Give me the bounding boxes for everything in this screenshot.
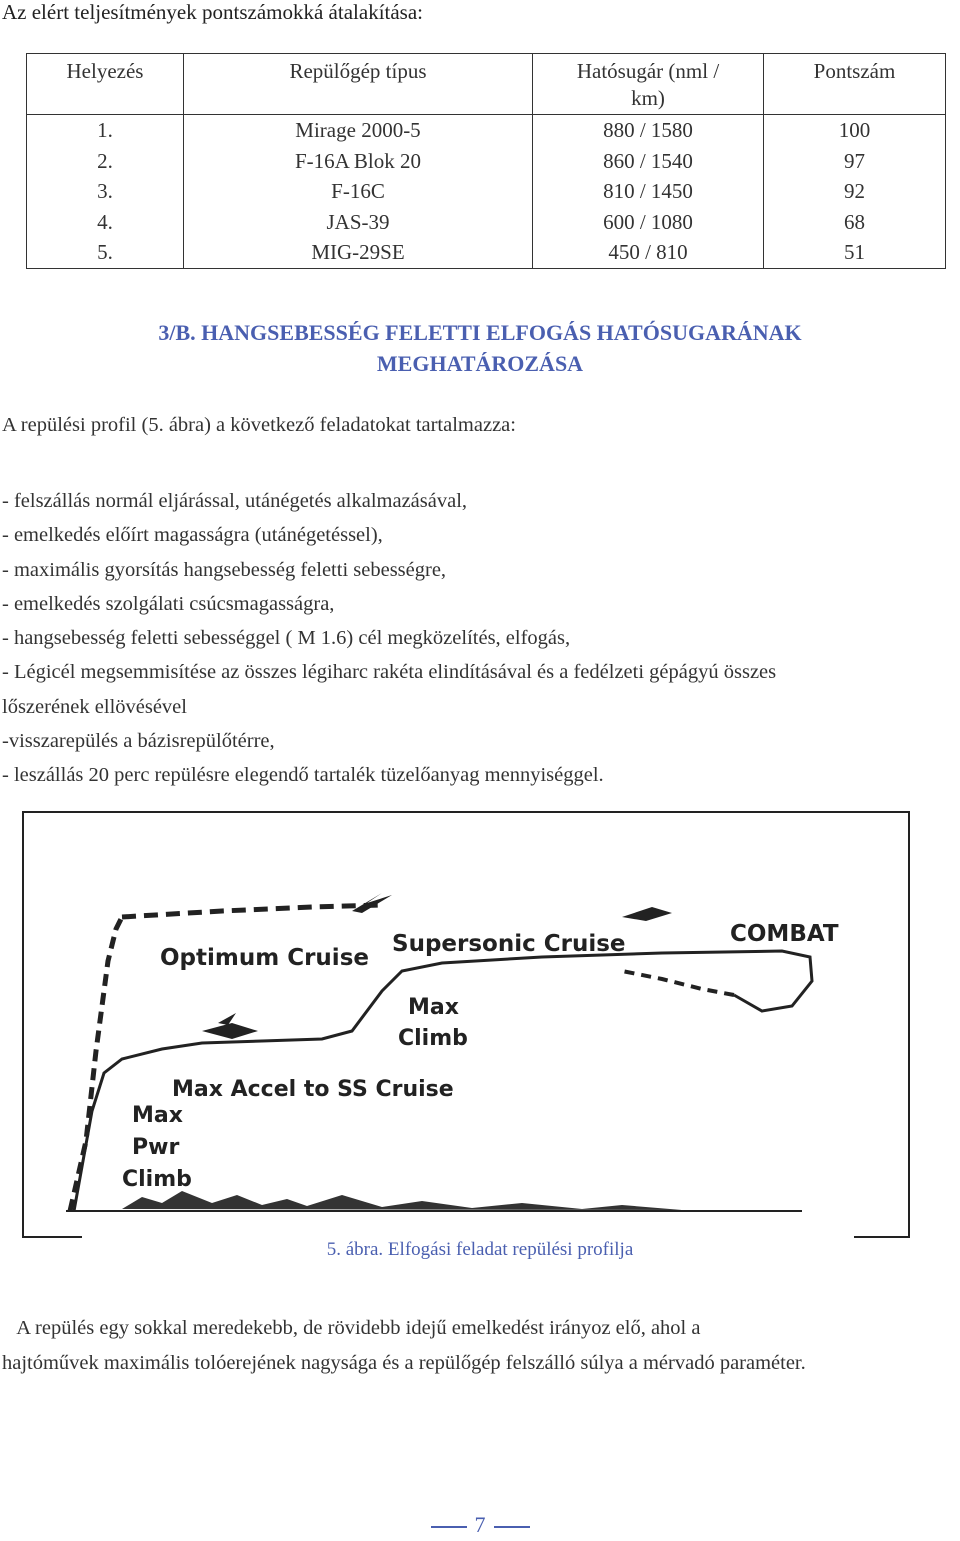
list-item: - leszállás 20 perc repülésre elegendő tartalék tüzelőanyag mennyiséggel.: [2, 764, 604, 787]
label-max-pwr-3: Climb: [122, 1167, 192, 1192]
page-number: [0, 1512, 960, 1538]
body-line: A repülés egy sokkal meredekebb, de rövidebb idejű emelkedést irányoz elő, ahol a: [2, 1317, 701, 1339]
label-max-climb-1: Max: [408, 995, 459, 1020]
cell-rank: 4.: [27, 207, 184, 238]
table-row: [27, 207, 946, 238]
list-item: - Légicél megsemmisítése az összes légiharc rakéta elindításával és a fedélzeti gépágyú összes: [2, 661, 777, 684]
label-combat: COMBAT: [730, 921, 839, 947]
profile-intro: A repülési profil (5. ábra) a következő feladatokat tartalmazza:: [2, 414, 516, 436]
jet-icon: [202, 1013, 258, 1039]
terrain-silhouette: [122, 1191, 682, 1210]
cell-aircraft: F-16A Blok 20: [184, 146, 533, 177]
label-max-pwr-1: Max: [132, 1103, 183, 1128]
cell-radius: 810 / 1450: [533, 176, 764, 207]
section-title-line1: 3/B. HANGSEBESSÉG FELETTI ELFOGÁS HATÓSUGARÁNAK: [158, 320, 802, 345]
page-number-dash: [431, 1526, 467, 1528]
col-header-rank: Helyezés: [27, 54, 184, 115]
col-header-aircraft: Repülőgép típus: [184, 54, 533, 115]
col-header-radius: [533, 54, 764, 115]
body-line: hajtóművek maximális tolóerejének nagysága és a repülőgép felszálló súlya a mérvadó paraméter.: [2, 1351, 806, 1374]
table-row: [27, 237, 946, 268]
label-optimum-cruise: Optimum Cruise: [160, 945, 369, 971]
page-number-value: 7: [474, 1512, 486, 1537]
jet-icon: [352, 893, 392, 913]
cell-aircraft: MIG-29SE: [184, 237, 533, 268]
frame-gap: [82, 1229, 854, 1238]
cell-score: 68: [764, 207, 946, 238]
section-title-line2: MEGHATÁROZÁSA: [376, 351, 584, 376]
cell-score: 92: [764, 176, 946, 207]
list-item: - emelkedés szolgálati csúcsmagasságra,: [2, 592, 335, 615]
cell-score: 100: [764, 115, 946, 146]
cell-aircraft: F-16C: [184, 176, 533, 207]
col-header-radius-line2: km): [631, 86, 665, 110]
col-header-radius-line1: Hatósugár (nml /: [576, 59, 720, 83]
task-list: [2, 484, 776, 793]
cell-score: 51: [764, 237, 946, 268]
table-row: [27, 146, 946, 177]
cell-radius: 880 / 1580: [533, 115, 764, 146]
cell-rank: 1.: [27, 115, 184, 146]
list-item: - felszállás normál eljárással, utánégetés alkalmazásával,: [2, 490, 468, 512]
table-row: [27, 115, 946, 146]
label-supersonic-cruise: Supersonic Cruise: [392, 931, 626, 957]
cell-rank: 2.: [27, 146, 184, 177]
label-max-pwr-2: Pwr: [132, 1135, 180, 1160]
cell-radius: 860 / 1540: [533, 146, 764, 177]
list-item: - hangsebesség feletti sebességgel ( M 1.6) cél megközelítés, elfogás,: [2, 627, 571, 650]
table-header-row: [27, 54, 946, 115]
cell-radius: 600 / 1080: [533, 207, 764, 238]
intro-text: Az elért teljesítmények pontszámokká átalakítása:: [2, 0, 424, 24]
optimum-cruise-path: [122, 905, 382, 917]
list-item: - emelkedés előírt magasságra (utánégetéssel),: [2, 524, 383, 547]
jet-icon: [622, 907, 672, 921]
cell-rank: 3.: [27, 176, 184, 207]
cell-rank: 5.: [27, 237, 184, 268]
cell-aircraft: JAS-39: [184, 207, 533, 238]
label-max-climb-2: Climb: [398, 1026, 468, 1051]
table-row: [27, 176, 946, 207]
figure-caption: 5. ábra. Elfogási feladat repülési profilja: [326, 1239, 634, 1260]
page-number-dash: [494, 1526, 530, 1528]
body-paragraph: [2, 1311, 806, 1380]
col-header-score: Pontszám: [764, 54, 946, 115]
list-item: -visszarepülés a bázisrepülőtérre,: [2, 730, 275, 753]
list-item: - maximális gyorsítás hangsebesség feletti sebességre,: [2, 558, 447, 581]
cell-aircraft: Mirage 2000-5: [184, 115, 533, 146]
label-max-accel: Max Accel to SS Cruise: [172, 1077, 454, 1102]
cell-score: 97: [764, 146, 946, 177]
score-table: [26, 53, 946, 269]
cell-radius: 450 / 810: [533, 237, 764, 268]
list-item: lőszerének ellövésével: [2, 695, 187, 718]
flight-profile-figure: [22, 811, 910, 1238]
combat-return-path: [622, 971, 734, 995]
